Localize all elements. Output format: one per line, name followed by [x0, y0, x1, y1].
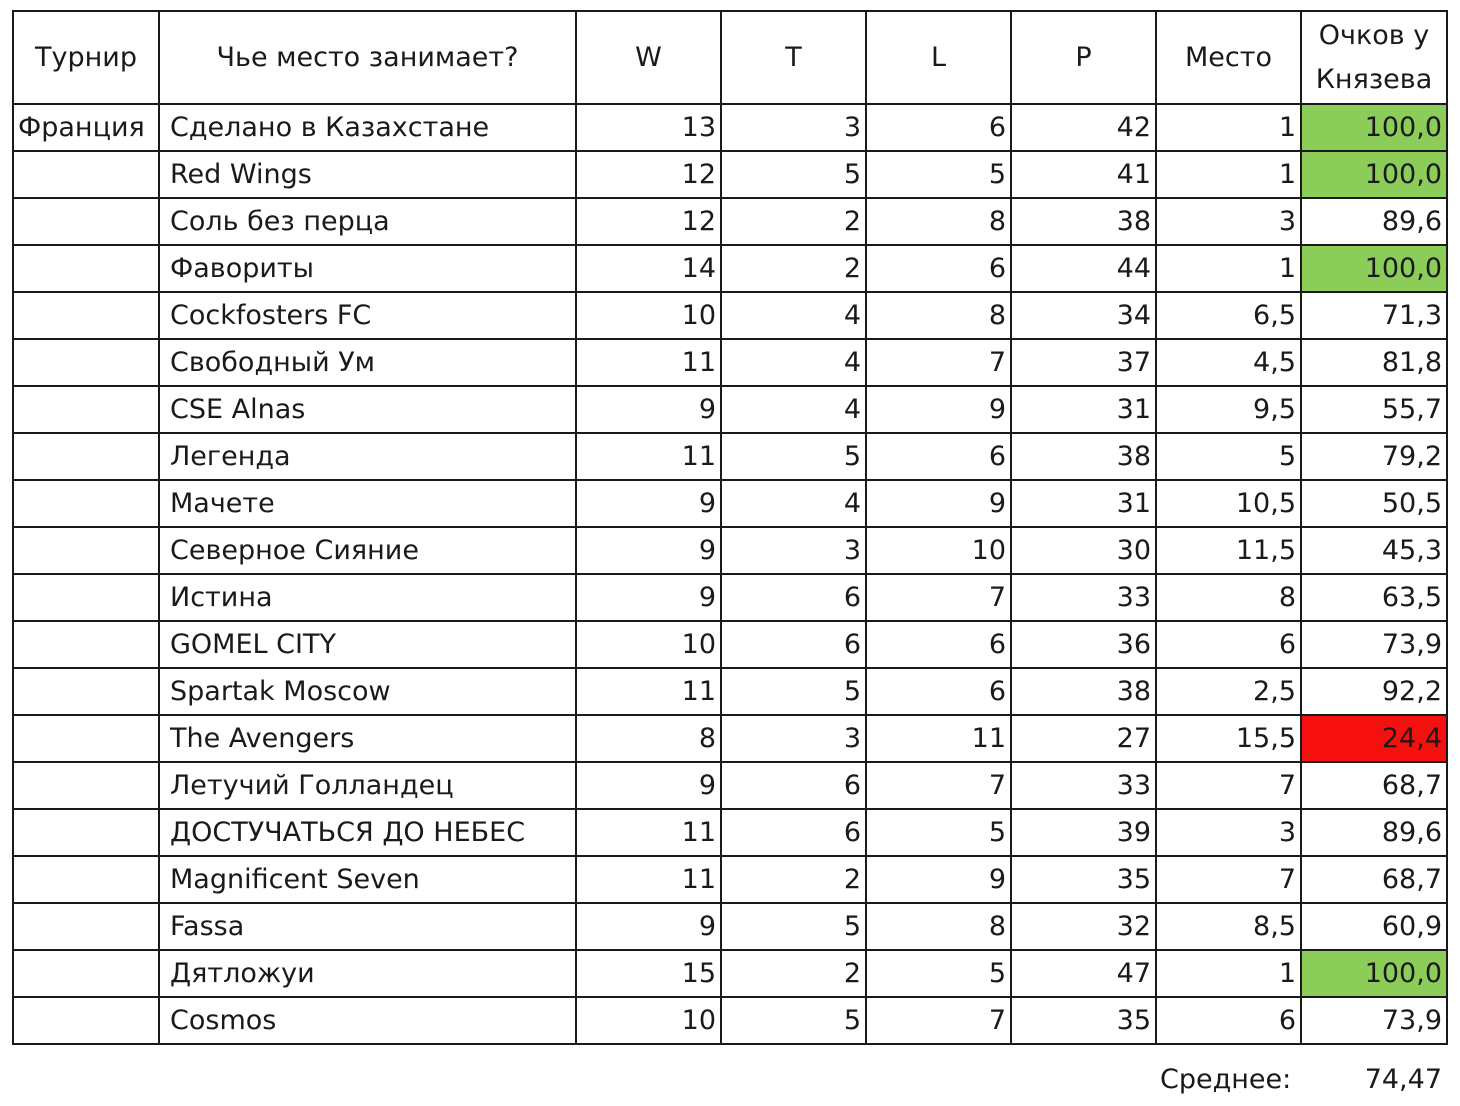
cell-place[interactable]: 3 [1156, 198, 1301, 245]
cell-w[interactable]: 9 [576, 574, 721, 621]
cell-tournament[interactable] [13, 809, 159, 856]
table-row [13, 480, 1447, 527]
cell-w[interactable]: 9 [576, 903, 721, 950]
cell-team[interactable]: GOMEL CITY [159, 621, 576, 668]
table-row [13, 574, 1447, 621]
cell-l[interactable]: 7 [866, 762, 1011, 809]
cell-points[interactable]: 100,0 [1301, 950, 1447, 997]
cell-place[interactable]: 15,5 [1156, 715, 1301, 762]
cell-team[interactable]: Дятложуи [159, 950, 576, 997]
cell-place[interactable]: 8,5 [1156, 903, 1301, 950]
cell-points[interactable]: 63,5 [1301, 574, 1447, 621]
cell-w[interactable]: 9 [576, 480, 721, 527]
cell-tournament[interactable] [13, 339, 159, 386]
cell-p[interactable]: 42 [1011, 104, 1156, 151]
cell-p[interactable]: 38 [1011, 198, 1156, 245]
cell-w[interactable]: 10 [576, 997, 721, 1044]
cell-w[interactable]: 10 [576, 292, 721, 339]
cell-place[interactable]: 1 [1156, 151, 1301, 198]
header-points[interactable]: Очков у Князева [1301, 11, 1447, 104]
cell-tournament[interactable] [13, 527, 159, 574]
header-tournament[interactable]: Турнир [13, 11, 159, 104]
cell-l[interactable]: 6 [866, 104, 1011, 151]
cell-l[interactable]: 7 [866, 997, 1011, 1044]
cell-tournament[interactable] [13, 715, 159, 762]
cell-p[interactable]: 38 [1011, 433, 1156, 480]
cell-l[interactable]: 6 [866, 245, 1011, 292]
cell-points[interactable]: 73,9 [1301, 621, 1447, 668]
header-p[interactable]: P [1011, 11, 1156, 104]
cell-l[interactable]: 6 [866, 668, 1011, 715]
cell-team[interactable]: Мачете [159, 480, 576, 527]
cell-team[interactable]: Летучий Голландец [159, 762, 576, 809]
cell-w[interactable]: 8 [576, 715, 721, 762]
cell-t[interactable]: 2 [721, 950, 866, 997]
cell-tournament[interactable] [13, 856, 159, 903]
cell-t[interactable]: 5 [721, 903, 866, 950]
cell-l[interactable]: 8 [866, 903, 1011, 950]
cell-tournament[interactable] [13, 762, 159, 809]
cell-tournament[interactable] [13, 292, 159, 339]
cell-w[interactable]: 10 [576, 621, 721, 668]
cell-team[interactable]: The Avengers [159, 715, 576, 762]
header-t[interactable]: T [721, 11, 866, 104]
cell-t[interactable]: 6 [721, 762, 866, 809]
cell-place[interactable]: 10,5 [1156, 480, 1301, 527]
cell-points[interactable]: 50,5 [1301, 480, 1447, 527]
cell-team[interactable]: Cockfosters FC [159, 292, 576, 339]
cell-l[interactable]: 9 [866, 856, 1011, 903]
table-row [13, 527, 1447, 574]
cell-team[interactable]: Magnificent Seven [159, 856, 576, 903]
results-table [12, 10, 1448, 1045]
cell-w[interactable]: 12 [576, 151, 721, 198]
cell-team[interactable]: ДОСТУЧАТЬСЯ ДО НЕБЕС [159, 809, 576, 856]
cell-points[interactable]: 60,9 [1301, 903, 1447, 950]
cell-points[interactable]: 100,0 [1301, 151, 1447, 198]
cell-t[interactable]: 5 [721, 668, 866, 715]
cell-p[interactable]: 41 [1011, 151, 1156, 198]
cell-tournament[interactable] [13, 245, 159, 292]
cell-l[interactable]: 9 [866, 386, 1011, 433]
cell-team[interactable]: CSE Alnas [159, 386, 576, 433]
cell-t[interactable]: 6 [721, 621, 866, 668]
cell-place[interactable]: 3 [1156, 809, 1301, 856]
cell-l[interactable]: 7 [866, 574, 1011, 621]
cell-tournament[interactable] [13, 997, 159, 1044]
cell-p[interactable]: 47 [1011, 950, 1156, 997]
cell-tournament[interactable] [13, 574, 159, 621]
cell-team[interactable]: Соль без перца [159, 198, 576, 245]
cell-t[interactable]: 6 [721, 809, 866, 856]
cell-tournament[interactable] [13, 950, 159, 997]
header-place[interactable]: Место [1156, 11, 1301, 104]
cell-p[interactable]: 33 [1011, 574, 1156, 621]
cell-place[interactable]: 9,5 [1156, 386, 1301, 433]
average-label: Среднее: [1160, 1064, 1292, 1095]
cell-l[interactable]: 5 [866, 950, 1011, 997]
cell-t[interactable]: 5 [721, 151, 866, 198]
cell-tournament[interactable] [13, 151, 159, 198]
cell-team[interactable]: Северное Сияние [159, 527, 576, 574]
cell-p[interactable]: 35 [1011, 997, 1156, 1044]
cell-place[interactable]: 6 [1156, 621, 1301, 668]
cell-l[interactable]: 6 [866, 621, 1011, 668]
cell-l[interactable]: 5 [866, 809, 1011, 856]
header-l[interactable]: L [866, 11, 1011, 104]
table-row [13, 621, 1447, 668]
cell-l[interactable]: 11 [866, 715, 1011, 762]
cell-t[interactable]: 4 [721, 386, 866, 433]
table-row [13, 715, 1447, 762]
cell-l[interactable]: 9 [866, 480, 1011, 527]
table-row [13, 198, 1447, 245]
cell-place[interactable]: 2,5 [1156, 668, 1301, 715]
cell-l[interactable]: 10 [866, 527, 1011, 574]
cell-points[interactable]: 55,7 [1301, 386, 1447, 433]
table-row [13, 104, 1447, 151]
cell-place[interactable]: 1 [1156, 950, 1301, 997]
cell-t[interactable]: 6 [721, 574, 866, 621]
cell-w[interactable]: 11 [576, 809, 721, 856]
cell-team[interactable]: Red Wings [159, 151, 576, 198]
cell-points[interactable]: 92,2 [1301, 668, 1447, 715]
cell-p[interactable]: 33 [1011, 762, 1156, 809]
cell-w[interactable]: 11 [576, 668, 721, 715]
cell-w[interactable]: 13 [576, 104, 721, 151]
cell-p[interactable]: 37 [1011, 339, 1156, 386]
cell-l[interactable]: 5 [866, 151, 1011, 198]
cell-t[interactable]: 4 [721, 292, 866, 339]
table-row [13, 668, 1447, 715]
cell-place[interactable]: 4,5 [1156, 339, 1301, 386]
cell-place[interactable]: 1 [1156, 245, 1301, 292]
cell-t[interactable]: 4 [721, 480, 866, 527]
cell-tournament[interactable]: Франция [13, 104, 159, 151]
cell-p[interactable]: 27 [1011, 715, 1156, 762]
cell-l[interactable]: 7 [866, 339, 1011, 386]
header-row [13, 11, 1447, 104]
cell-team[interactable]: Fassa [159, 903, 576, 950]
cell-p[interactable]: 32 [1011, 903, 1156, 950]
cell-points[interactable]: 89,6 [1301, 809, 1447, 856]
average-value[interactable]: 74,47 [1364, 1064, 1442, 1095]
table-row [13, 386, 1447, 433]
cell-team[interactable]: Cosmos [159, 997, 576, 1044]
cell-tournament[interactable] [13, 386, 159, 433]
table-row [13, 762, 1447, 809]
table-row [13, 950, 1447, 997]
table-row [13, 997, 1447, 1044]
cell-team[interactable]: Фавориты [159, 245, 576, 292]
cell-t[interactable]: 2 [721, 198, 866, 245]
cell-t[interactable]: 2 [721, 245, 866, 292]
cell-w[interactable]: 15 [576, 950, 721, 997]
cell-p[interactable]: 44 [1011, 245, 1156, 292]
cell-points[interactable]: 81,8 [1301, 339, 1447, 386]
cell-p[interactable]: 36 [1011, 621, 1156, 668]
cell-p[interactable]: 34 [1011, 292, 1156, 339]
cell-tournament[interactable] [13, 668, 159, 715]
cell-points[interactable]: 68,7 [1301, 856, 1447, 903]
header-team[interactable]: Чье место занимает? [159, 11, 576, 104]
cell-place[interactable]: 7 [1156, 762, 1301, 809]
cell-l[interactable]: 8 [866, 292, 1011, 339]
cell-place[interactable]: 6 [1156, 997, 1301, 1044]
table-row [13, 809, 1447, 856]
cell-points[interactable]: 100,0 [1301, 104, 1447, 151]
cell-points[interactable]: 45,3 [1301, 527, 1447, 574]
cell-w[interactable]: 9 [576, 527, 721, 574]
cell-points[interactable]: 24,4 [1301, 715, 1447, 762]
cell-team[interactable]: Истина [159, 574, 576, 621]
cell-points[interactable]: 89,6 [1301, 198, 1447, 245]
header-w[interactable]: W [576, 11, 721, 104]
cell-place[interactable]: 1 [1156, 104, 1301, 151]
cell-points[interactable]: 71,3 [1301, 292, 1447, 339]
cell-t[interactable]: 5 [721, 433, 866, 480]
cell-t[interactable]: 3 [721, 527, 866, 574]
cell-place[interactable]: 7 [1156, 856, 1301, 903]
cell-p[interactable]: 31 [1011, 386, 1156, 433]
table-row [13, 856, 1447, 903]
cell-w[interactable]: 11 [576, 339, 721, 386]
table-row [13, 245, 1447, 292]
cell-w[interactable]: 9 [576, 386, 721, 433]
cell-l[interactable]: 6 [866, 433, 1011, 480]
cell-team[interactable]: Легенда [159, 433, 576, 480]
cell-w[interactable]: 11 [576, 433, 721, 480]
table-row [13, 339, 1447, 386]
cell-points[interactable]: 79,2 [1301, 433, 1447, 480]
cell-team[interactable]: Сделано в Казахстане [159, 104, 576, 151]
cell-w[interactable]: 9 [576, 762, 721, 809]
cell-tournament[interactable] [13, 433, 159, 480]
cell-team[interactable]: Spartak Moscow [159, 668, 576, 715]
cell-p[interactable]: 31 [1011, 480, 1156, 527]
cell-p[interactable]: 30 [1011, 527, 1156, 574]
average-summary [1156, 1058, 1446, 1102]
cell-l[interactable]: 8 [866, 198, 1011, 245]
cell-p[interactable]: 35 [1011, 856, 1156, 903]
cell-w[interactable]: 12 [576, 198, 721, 245]
cell-tournament[interactable] [13, 198, 159, 245]
cell-tournament[interactable] [13, 480, 159, 527]
cell-w[interactable]: 11 [576, 856, 721, 903]
cell-team[interactable]: Свободный Ум [159, 339, 576, 386]
cell-t[interactable]: 3 [721, 715, 866, 762]
cell-tournament[interactable] [13, 903, 159, 950]
cell-place[interactable]: 11,5 [1156, 527, 1301, 574]
table-row [13, 292, 1447, 339]
cell-p[interactable]: 38 [1011, 668, 1156, 715]
cell-points[interactable]: 100,0 [1301, 245, 1447, 292]
cell-points[interactable]: 73,9 [1301, 997, 1447, 1044]
cell-points[interactable]: 68,7 [1301, 762, 1447, 809]
cell-place[interactable]: 6,5 [1156, 292, 1301, 339]
cell-t[interactable]: 5 [721, 997, 866, 1044]
cell-t[interactable]: 3 [721, 104, 866, 151]
cell-t[interactable]: 2 [721, 856, 866, 903]
cell-p[interactable]: 39 [1011, 809, 1156, 856]
cell-place[interactable]: 8 [1156, 574, 1301, 621]
cell-w[interactable]: 14 [576, 245, 721, 292]
cell-tournament[interactable] [13, 621, 159, 668]
table-row [13, 151, 1447, 198]
cell-t[interactable]: 4 [721, 339, 866, 386]
cell-place[interactable]: 5 [1156, 433, 1301, 480]
table-row [13, 433, 1447, 480]
table-row [13, 903, 1447, 950]
